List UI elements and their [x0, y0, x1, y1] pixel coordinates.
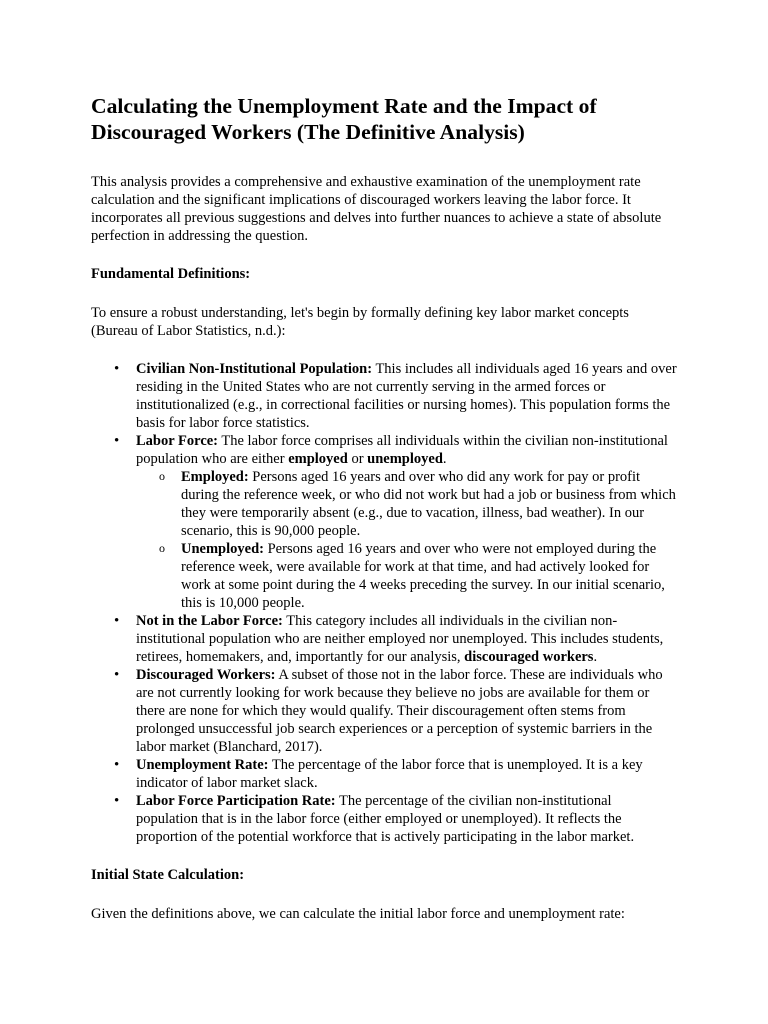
term-text: Persons aged 16 years and over who did any work for pay or profit during the reference week, or who did not work but had a job or business from which they were temporarily absent (e.g., due to vacation, illness, bad weather). In our scenario, this is 90,000 people. [181, 469, 676, 539]
emphasis-discouraged-workers: discouraged workers [464, 649, 594, 665]
term-label: Civilian Non-Institutional Population: [136, 361, 373, 377]
term-text: The percentage of the labor force that is unemployed. It is a key indicator of labor market slack. [136, 757, 643, 791]
intro-paragraph: This analysis provides a comprehensive and exhaustive examination of the unemployment rate calculation and the significant implications of discouraged workers leaving the labor force. It incorporates all previous suggestions and delves into further nuances to achieve a state of absolute perfection in addressing the question. [91, 174, 662, 244]
term-label: Labor Force Participation Rate: [136, 793, 336, 809]
term-label: Employed: [181, 469, 249, 485]
term-label: Unemployment Rate: [136, 757, 269, 773]
term-text: . [593, 649, 598, 665]
list-item-not-in-labor-force [136, 612, 677, 666]
term-text: The percentage of the civilian non-institutional population that is in the labor force (either employed or unemployed). It reflects the proportion of the potential workforce that is actively participating in the labor market. [136, 793, 635, 845]
document-title: Calculating the Unemployment Rate and the Impact of Discouraged Workers (The Definitive Analysis) [91, 94, 597, 144]
term-text: Persons aged 16 years and over who were not employed during the reference week, were available for work at that time, and had actively looked for work at some point during the 4 weeks preceding the survey. In our initial scenario, this is 10,000 people. [181, 541, 665, 611]
section-heading-definitions: Fundamental Definitions: [91, 266, 251, 282]
list-item-labor-force [136, 432, 677, 612]
term-label: Not in the Labor Force: [136, 613, 283, 629]
list-item-participation-rate [136, 792, 677, 846]
sublist-item-unemployed [181, 540, 677, 612]
sublist-item-employed [181, 468, 677, 540]
list-item-discouraged-workers [136, 666, 677, 756]
term-label: Labor Force: [136, 433, 219, 449]
definitions-list [91, 360, 677, 846]
emphasis-unemployed: unemployed [367, 451, 443, 467]
term-text: This category includes all individuals in the civilian non-institutional population who are neither employed nor unemployed. This includes students, retirees, homemakers, and, importantly for our analysis, [136, 613, 664, 665]
term-text: . [442, 451, 447, 467]
term-label: Unemployed: [181, 541, 264, 557]
list-item-unemployment-rate [136, 756, 677, 792]
section-heading-initial-state: Initial State Calculation: [91, 867, 245, 883]
labor-force-sublist [136, 468, 677, 612]
definitions-intro: To ensure a robust understanding, let's begin by formally defining key labor market concepts (Bureau of Labor Statistics, n.d.): [91, 305, 629, 339]
term-label: Discouraged Workers: [136, 667, 276, 683]
initial-state-intro: Given the definitions above, we can calculate the initial labor force and unemployment rate: [91, 906, 625, 922]
term-text: The labor force comprises all individuals within the civilian non-institutional population who are either [136, 433, 668, 467]
term-text: This includes all individuals aged 16 years and over residing in the United States who are not currently serving in the armed forces or institutionalized (e.g., in correctional facilities or nursing homes). This population forms the basis for labor force statistics. [136, 361, 677, 431]
term-text: or [347, 451, 368, 467]
list-item-civilian-population [136, 360, 677, 432]
emphasis-employed: employed [288, 451, 348, 467]
term-text: A subset of those not in the labor force. These are individuals who are not currently looking for work because they believe no jobs are available for them or there are none for which they would qualify. Their discouragement often stems from prolonged unsuccessful job search experiences or a perception of systemic barriers in the labor market (Blanchard, 2017). [136, 667, 663, 755]
